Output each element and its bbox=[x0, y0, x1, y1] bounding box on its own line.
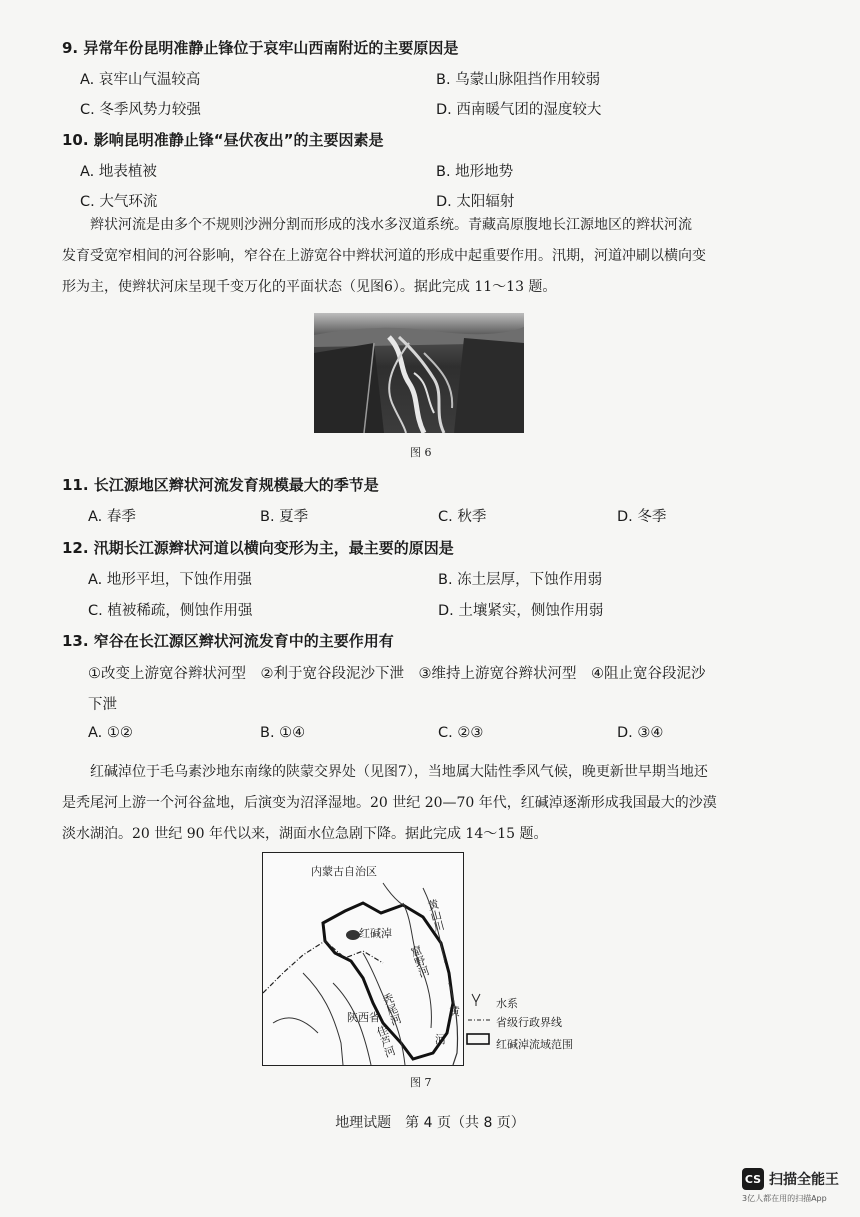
q11-option-d: D. 冬季 bbox=[617, 509, 667, 525]
passage-hongjiannao-cont bbox=[62, 788, 802, 850]
scanner-tagline: 3亿人都在用的扫描App bbox=[742, 1194, 827, 1203]
question-12-stem: 12. 汛期长江源辫状河道以横向变形为主，最主要的原因是 bbox=[62, 539, 454, 557]
q13-option-a: A. ①② bbox=[88, 725, 133, 741]
cs-logo-icon: CS bbox=[742, 1168, 764, 1190]
passage1-line1: 辫状河流是由多个不规则沙洲分割而形成的浅水多汊道系统。青藏高原腹地长江源地区的辫状河流 bbox=[90, 217, 692, 233]
q10-option-c: C. 大气环流 bbox=[80, 194, 158, 210]
figure-7-map bbox=[262, 852, 464, 1066]
question-13-stem: 13. 窄谷在长江源区辫状河流发育中的主要作用有 bbox=[62, 632, 394, 650]
q13-option-c: C. ②③ bbox=[438, 725, 484, 741]
passage-braided-river bbox=[62, 210, 802, 241]
passage1-line3: 形为主，使辫状河床呈现千变万化的平面状态（见图6）。据此完成 11～13 题。 bbox=[62, 279, 557, 295]
map-label-tuwei-river: 秃尾河 bbox=[379, 991, 404, 1028]
q10-option-d: D. 太阳辐射 bbox=[436, 194, 515, 210]
legend-water-system: 水系 bbox=[496, 997, 518, 1010]
map-label-shaanxi: 陕西省 bbox=[347, 1011, 380, 1024]
figure-6-photo bbox=[314, 313, 524, 433]
scanner-logo bbox=[742, 1168, 839, 1204]
passage2-line1: 红碱淖位于毛乌素沙地东南缘的陕蒙交界处（见图7），当地属大陆性季风气候，晚更新世早期当地还 bbox=[90, 764, 708, 780]
q12-option-c: C. 植被稀疏，侧蚀作用强 bbox=[88, 603, 253, 619]
q13-option-d: D. ③④ bbox=[617, 725, 664, 741]
scanner-app-name: 扫描全能王 bbox=[769, 1172, 839, 1188]
map-label-hongjiannao: 红碱淖 bbox=[359, 927, 392, 940]
q10-option-a: A. 地表植被 bbox=[80, 164, 157, 180]
passage2-line2: 是秃尾河上游一个河谷盆地，后演变为沼泽湿地。20 世纪 20—70 年代，红碱淖逐渐形成我国最大的沙漠 bbox=[62, 795, 717, 811]
q13-option-b: B. ①④ bbox=[260, 725, 306, 741]
q12-option-d: D. 土壤紧实，侧蚀作用弱 bbox=[438, 603, 604, 619]
figure-6-caption: 图 6 bbox=[410, 446, 432, 459]
q11-option-b: B. 夏季 bbox=[260, 509, 309, 525]
q13-items-line1: ①改变上游宽谷辫状河型 ②利于宽谷段泥沙下泄 ③维持上游宽谷辫状河型 ④阻止宽谷段泥沙 bbox=[88, 666, 706, 682]
q9-option-a: A. 哀牢山气温较高 bbox=[80, 72, 201, 88]
q12-option-b: B. 冻土层厚，下蚀作用弱 bbox=[438, 572, 603, 588]
question-10-stem: 10. 影响昆明准静止锋“昼伏夜出”的主要因素是 bbox=[62, 131, 384, 149]
map-label-he: 河 bbox=[435, 1033, 446, 1046]
q11-option-c: C. 秋季 bbox=[438, 509, 487, 525]
legend-basin-range: 红碱淖流域范围 bbox=[496, 1038, 573, 1051]
q9-option-d: D. 西南暖气团的湿度较大 bbox=[436, 102, 602, 118]
question-11-stem: 11. 长江源地区辫状河流发育规模最大的季节是 bbox=[62, 476, 379, 494]
passage-braided-river-cont bbox=[62, 241, 802, 303]
q12-option-a: A. 地形平坦，下蚀作用强 bbox=[88, 572, 252, 588]
page-footer: 地理试题 第 4 页（共 8 页） bbox=[335, 1115, 525, 1131]
map-label-inner-mongolia: 内蒙古自治区 bbox=[311, 865, 377, 878]
map-label-huangshan-river: 黄山川 bbox=[424, 897, 447, 933]
question-9-stem: 9. 异常年份昆明准静止锋位于哀牢山西南附近的主要原因是 bbox=[62, 39, 459, 57]
legend-province-border: 省级行政界线 bbox=[496, 1016, 562, 1029]
map-label-kuye-river: 窟野河 bbox=[407, 943, 432, 980]
q10-option-b: B. 地形地势 bbox=[436, 164, 514, 180]
q13-items-line2: 下泄 bbox=[88, 697, 117, 713]
map-label-jialu-river: 佳芦河 bbox=[373, 1023, 398, 1060]
figure-7-caption: 图 7 bbox=[410, 1076, 432, 1089]
q9-option-c: C. 冬季风势力较强 bbox=[80, 102, 201, 118]
map-label-huang: 黄 bbox=[449, 1005, 460, 1018]
q11-option-a: A. 春季 bbox=[88, 509, 136, 525]
passage1-line2: 发育受宽窄相间的河谷影响，窄谷在上游宽谷中辫状河道的形成中起重要作用。汛期，河道冲刷以横向变 bbox=[62, 248, 706, 264]
passage2-line3: 淡水湖泊。20 世纪 90 年代以来，湖面水位急剧下降。据此完成 14～15 题。 bbox=[62, 826, 548, 842]
passage-hongjiannao bbox=[62, 757, 802, 788]
q9-option-b: B. 乌蒙山脉阻挡作用较弱 bbox=[436, 72, 601, 88]
